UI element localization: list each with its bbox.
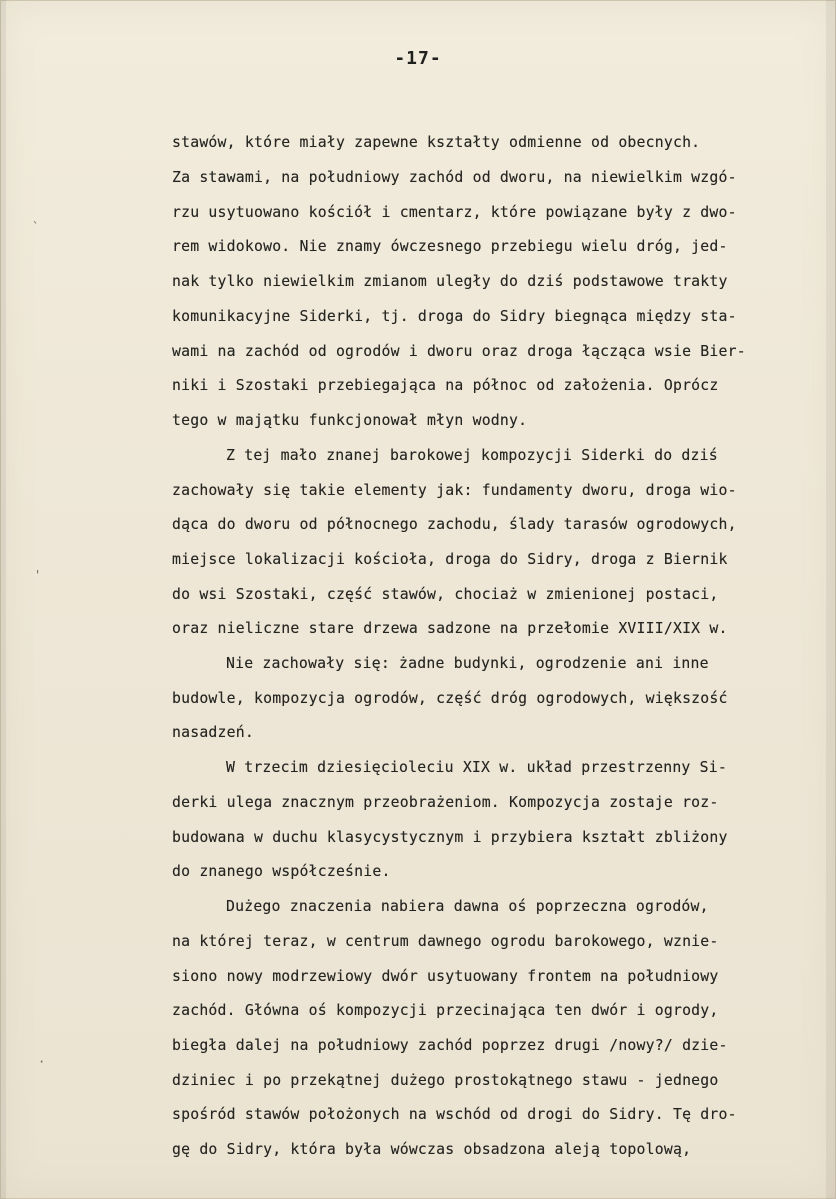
- text-line: komunikacyjne Siderki, tj. droga do Sidry biegnąca między sta-: [172, 308, 737, 325]
- text-line: tego w majątku funkcjonował młyn wodny.: [172, 412, 528, 429]
- text-line: dąca do dworu od północnego zachodu, ślady tarasów ogrodowych,: [172, 516, 737, 533]
- paragraph-first-line: Dużego znaczenia nabiera dawna oś poprzeczna ogrodów,: [226, 898, 709, 915]
- text-line: oraz nieliczne stare drzewa sadzone na przełomie XVIII/XIX w.: [172, 620, 728, 637]
- right-page-edge: [826, 0, 836, 1199]
- text-line: dziniec i po przekątnej dużego prostokątnego stawu - jednego: [172, 1072, 719, 1089]
- paragraph-first-line: W trzecim dziesięcioleciu XIX w. układ przestrzenny Si-: [226, 759, 727, 776]
- text-line: zachowały się takie elementy jak: fundamenty dworu, droga wio-: [172, 482, 737, 499]
- text-line: niki i Szostaki przebiegająca na północ od założenia. Oprócz: [172, 377, 719, 394]
- text-line: nasadzeń.: [172, 724, 254, 741]
- text-line: budowana w duchu klasycystycznym i przybiera kształt zbliżony: [172, 829, 728, 846]
- text-line: rem widokowo. Nie znamy ówczesnego przebiegu wielu dróg, jed-: [172, 238, 728, 255]
- paragraph-first-line: Nie zachowały się: żadne budynki, ogrodzenie ani inne: [226, 655, 709, 672]
- text-line: zachód. Główna oś kompozycji przecinająca ten dwór i ogrody,: [172, 1002, 719, 1019]
- text-line: rzu usytuowano kościół i cmentarz, które powiązane były z dwo-: [172, 204, 737, 221]
- text-line: biegła dalej na południowy zachód poprzez drugi /nowy?/ dzie-: [172, 1037, 728, 1054]
- page-number: -17-: [394, 48, 442, 69]
- text-line: derki ulega znacznym przeobrażeniom. Kompozycja zostaje roz-: [172, 794, 719, 811]
- left-margin-mark: ': [34, 568, 42, 582]
- text-line: stawów, które miały zapewne kształty odmienne od obecnych.: [172, 134, 701, 151]
- text-line: nak tylko niewielkim zmianom uległy do dziś podstawowe trakty: [172, 273, 728, 290]
- text-line: miejsce lokalizacji kościoła, droga do Sidry, droga z Biernik: [172, 551, 728, 568]
- text-line: budowle, kompozycja ogrodów, część dróg ogrodowych, większość: [172, 690, 728, 707]
- text-line: siono nowy modrzewiowy dwór usytuowany frontem na południowy: [172, 968, 719, 985]
- left-page-edge: [0, 0, 6, 1199]
- text-line: gę do Sidry, która była wówczas obsadzona aleją topolową,: [172, 1141, 692, 1158]
- text-line: do znanego współcześnie.: [172, 863, 391, 880]
- left-margin-mark: ·: [38, 1055, 46, 1069]
- paragraph-first-line: Z tej mało znanej barokowej kompozycji Siderki do dziś: [226, 447, 718, 464]
- text-line: spośród stawów położonych na wschód od drogi do Sidry. Tę dro-: [172, 1106, 737, 1123]
- text-line: wami na zachód od ogrodów i dworu oraz droga łącząca wsie Bier-: [172, 343, 746, 360]
- text-line: Za stawami, na południowy zachód od dworu, na niewielkim wzgó-: [172, 169, 737, 186]
- text-line: na której teraz, w centrum dawnego ogrodu barokowego, wznie-: [172, 933, 719, 950]
- text-line: do wsi Szostaki, część stawów, chociaż w zmienionej postaci,: [172, 586, 719, 603]
- left-margin-mark: `: [32, 220, 40, 234]
